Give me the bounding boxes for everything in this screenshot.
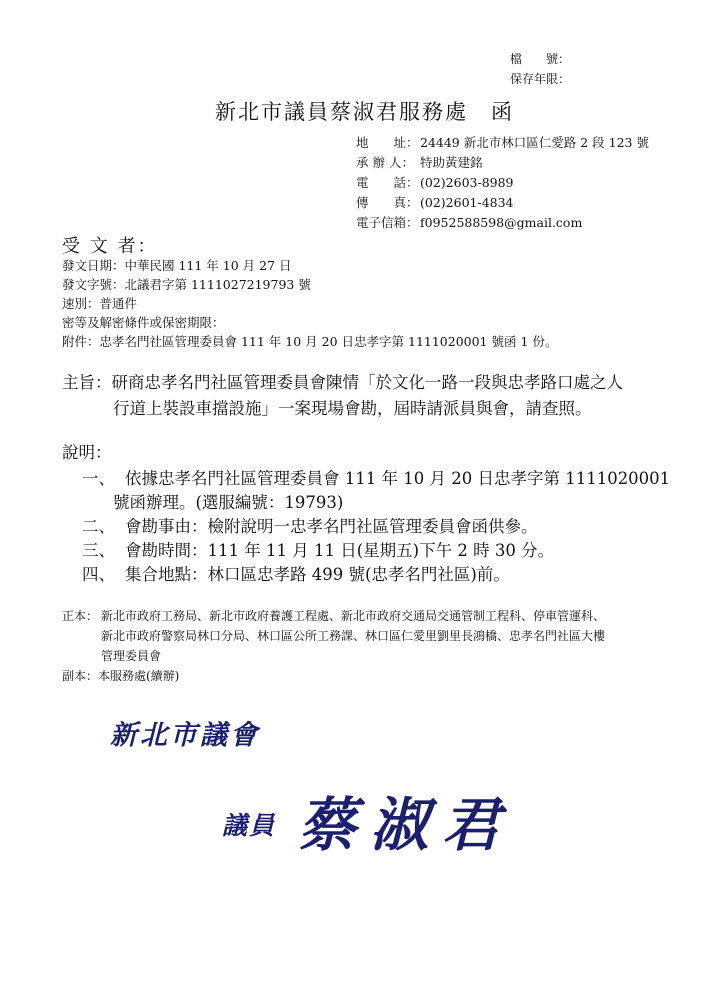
contact-label: 地 址：	[356, 135, 419, 150]
contact-email	[356, 213, 649, 233]
council-stamp: 新北市議會	[110, 720, 260, 751]
issue-number: 發文字號：北議君字第 1111027219793 號	[62, 277, 311, 292]
contact-label: 電 話：	[356, 175, 419, 190]
signature-name: 蔡淑君	[298, 791, 515, 859]
contact-address	[356, 133, 649, 153]
urgency: 速別：普通件	[62, 296, 138, 311]
subject-line-1: 主旨：研商忠孝名門社區管理委員會陳情「於文化一路一段與忠孝路口處之人	[62, 373, 623, 392]
explanation-heading: 說明：	[62, 443, 112, 462]
recipient-label: 受 文 者：	[62, 236, 158, 257]
contact-handler	[356, 153, 649, 173]
explanation-item-number: 三、	[82, 541, 115, 560]
explanation-item-text: 會勘事由：檢附說明一忠孝名門社區管理委員會函供參。	[125, 517, 538, 536]
contact-value: 特助黃建銘	[420, 155, 483, 170]
explanation-item-number: 二、	[82, 517, 115, 536]
explanation-item-number: 四、	[82, 565, 115, 584]
signature-role: 議員	[222, 811, 277, 840]
classification: 密等及解密條件或保密期限：	[62, 315, 225, 330]
contact-value: 24449 新北市林口區仁愛路 2 段 123 號	[420, 135, 649, 150]
contact-value: (02)2603-8989	[420, 175, 514, 190]
document-title: 新北市議員蔡淑君服務處 函	[215, 100, 514, 124]
contact-label: 電子信箱：	[356, 215, 419, 230]
contact-fax	[356, 193, 649, 213]
meta-block	[62, 256, 557, 351]
explanation-item-text: 會勘時間：111 年 11 月 11 日(星期五)下午 2 時 30 分。	[125, 541, 555, 560]
retention-period-label: 保存年限：	[510, 72, 571, 86]
original-recipients-line-3: 管理委員會	[101, 649, 162, 663]
contact-value: (02)2601-4834	[420, 195, 514, 210]
file-number-label: 檔 號：	[510, 52, 571, 66]
copy-recipients: 副本：本服務處(續辦)	[62, 669, 180, 683]
explanation-item-text-cont: 號函辦理。(選服編號：19793)	[113, 493, 344, 512]
subject-line-2: 行道上裝設車擋設施」一案現場會勘，屆時請派員與會，請查照。	[113, 399, 592, 418]
original-recipients-label: 正本：	[62, 609, 99, 623]
contact-phone	[356, 173, 649, 193]
contact-label: 承 辦 人：	[356, 155, 414, 170]
contact-label: 傳 真：	[356, 195, 419, 210]
contact-value: f0952588598@gmail.com	[420, 215, 583, 230]
original-recipients-line-1: 新北市政府工務局、新北市政府養護工程處、新北市政府交通局交通管制工程科、停車管運科、	[101, 609, 606, 623]
attachment: 附件：忠孝名門社區管理委員會 111 年 10 月 20 日忠孝字第 1111020001 號函 1 份。	[62, 334, 558, 349]
explanation-item-text: 依據忠孝名門社區管理委員會 111 年 10 月 20 日忠孝字第 1111020001	[125, 469, 671, 488]
issue-date: 發文日期：中華民國 111 年 10 月 27 日	[62, 258, 292, 273]
explanation-item-text: 集合地點：林口區忠孝路 499 號(忠孝名門社區)前。	[125, 565, 510, 584]
explanation-item-number: 一、	[82, 469, 115, 488]
original-recipients-line-2: 新北市政府警察局林口分局、林口區公所工務課、林口區仁愛里劉里長鴻橋、忠孝名門社區大樓	[101, 629, 606, 643]
contact-block	[356, 133, 649, 233]
